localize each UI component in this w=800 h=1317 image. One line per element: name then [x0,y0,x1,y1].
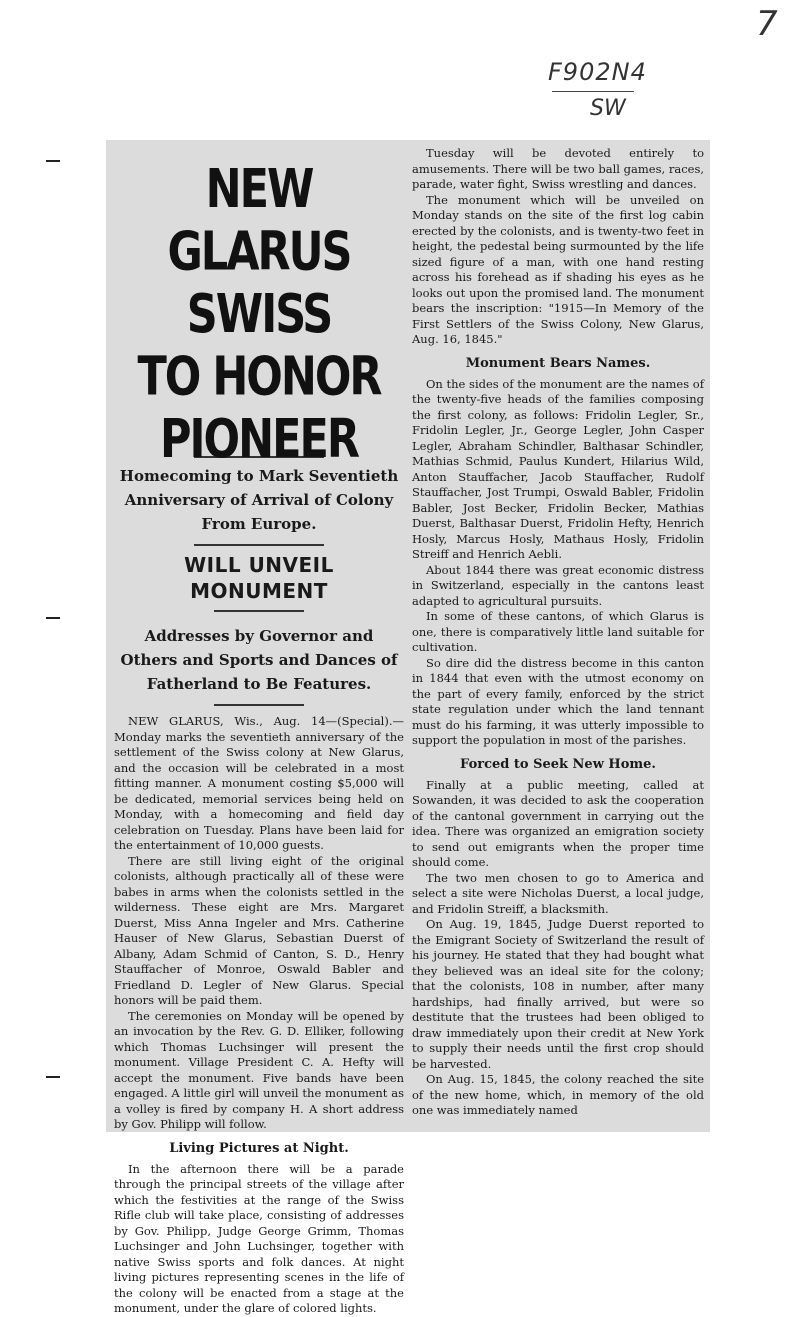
margin-tick [46,160,60,162]
newspaper-clipping [106,140,710,1315]
paragraph: About 1844 there was great economic distress in Switzerland, especially in the cantons least adapted to agricultural pursuits. [412,562,704,608]
paragraph: Tuesday will be devoted entirely to amusements. There will be two ball games, races, parade, water fight, Swiss wrestling and dances. [412,146,704,191]
subhead-monument-names: Monument Bears Names. [465,355,651,371]
paragraph: In some of these cantons, of which Glarus is one, there is comparatively little land suitable for cultivation. [412,609,704,654]
article-body-living [114,1162,404,1317]
right-column [412,140,704,1132]
margin-tick [46,617,60,619]
handwritten-code: F902N4 [548,58,647,86]
paragraph: In the afternoon there will be a parade through the principal streets of the village after which the festivities at the range of the Swiss Rifle club will take place, consisting of addresses by Gov. Philipp, Judge George Grimm, Thomas Luchsinger and John Luchsinger, together with native Swiss sports and folk dances. At night living pictures representing scenes in the life of the colony will be enacted from a stage at the monument, under the glare of colored lights. [114,1161,404,1315]
article-body-names [412,377,704,749]
paragraph: Finally at a public meeting, called at Sowanden, it was decided to ask the cooperation of the cantonal government in carrying out the idea. There was organized an emigration society to send out emigrants when the proper time should come. [412,777,704,869]
handwritten-code-2: SW [590,96,626,121]
headline: NEW GLARUS SWISS TO HONOR PIONEER [137,158,381,471]
article-body-left [114,714,404,1133]
second-subheadline: Addresses by Governor and Others and Sports and Dances of Fatherland to Be Features. [120,627,398,693]
left-column [114,140,404,1315]
paragraph: So dire did the distress become in this canton in 1844 that even with the utmost economy on the part of every family, enforced by the strict state regulation under which the land tennant must do his farming, it was utterly impossible to support the population in most of the parishes. [412,655,704,747]
paragraph: On Aug. 19, 1845, Judge Duerst reported to the Emigrant Society of Switzerland the result of his journey. He stated that they had bought what they believed was an ideal site for the colony; that the colonists, 108 in number, after many hardships, had finally arrived, but were so destitute that the trustees had been obliged to draw immediately upon their credit at New York to supply their needs until the first crop should be harvested. [412,917,704,1071]
article-body-home [412,778,704,1119]
paragraph: On Aug. 15, 1845, the colony reached the site of the new home, which, in memory of the old one was immediately named [412,1072,704,1117]
paragraph: The ceremonies on Monday will be opened by an invocation by the Rev. G. D. Elliker, following which Thomas Luchsinger will present the monument. Village President C. A. Hefty will accept the monument. Five bands have been engaged. A little girl will unveil the monument as a volley is fired by company H. A short address by Gov. Philipp will follow. [114,1008,404,1131]
second-headline: WILL UNVEIL MONUMENT [184,553,334,603]
article-body-right [412,146,704,348]
paragraph: The two men chosen to go to America and select a site were Nicholas Duerst, a local judge, and Fridolin Streiff, a blacksmith. [412,870,704,916]
divider [214,704,304,706]
paragraph: NEW GLARUS, Wis., Aug. 14—(Special).—Monday marks the seventieth anniversary of the settlement of the Swiss colony at New Glarus, and the occasion will be celebrated in a most fitting manner. A monument costing $5,000 will be dedicated, memorial services being held on Monday, with a homecoming and field day celebration on Tuesday. Plans have been laid for the entertainment of 10,000 guests. [114,714,404,852]
paragraph: There are still living eight of the original colonists, although practically all of these were babes in arms when the colonists settled in the wilderness. These eight are Mrs. Margaret Duerst, Miss Anna Ingeler and Mrs. Catherine Hauser of New Glarus, Sebastian Duerst of Albany, Adam Schmid of Canton, S. D., Henry Stauffacher of Monroe, Oswald Babler and Friedland D. Legler of New Glarus. Special honors will be paid them. [114,853,404,1007]
subhead-living-pictures: Living Pictures at Night. [169,1140,349,1156]
handwritten-code-underline [552,91,634,92]
page-number-annotation: 7 [756,4,778,44]
subhead-new-home: Forced to Seek New Home. [460,756,656,772]
paragraph: The monument which will be unveiled on Monday stands on the site of the first log cabin erected by the colonists, and is twenty-two feet in height, the pedestal being surmounted by the life sized figure of a man, with one hand resting across his forehead as if shading his eyes as he looks out upon the promised land. The monument bears the inscription: "1915—In Memory of the First Settlers of the Swiss Colony, New Glarus, Aug. 16, 1845." [412,192,704,346]
subheadline: Homecoming to Mark Seventieth Anniversary of Arrival of Colony From Europe. [119,467,399,533]
divider [194,544,324,546]
margin-tick [46,1076,60,1078]
paragraph: On the sides of the monument are the names of the twenty-five heads of the families composing the first colony, as follows: Fridolin Legler, Sr., Fridolin Legler, Jr., George Legler, John Casper Legler, Abraham Schindler, Balthasar Schindler, Mathias Schmid, Paulus Kundert, Hilarius Wild, Anton Stauffacher, Jacob Stauffacher, Rudolf Stauffacher, Jost Trumpi, Oswald Babler, Fridolin Babler, Jost Becker, Fridolin Becker, Mathias Duerst, Balthasar Duerst, Fridolin Hefty, Henrich Hosly, Marcus Hosly, Mathaus Hosly, Fridolin Streiff and Henrich Aebli. [412,376,704,561]
divider [214,610,304,612]
